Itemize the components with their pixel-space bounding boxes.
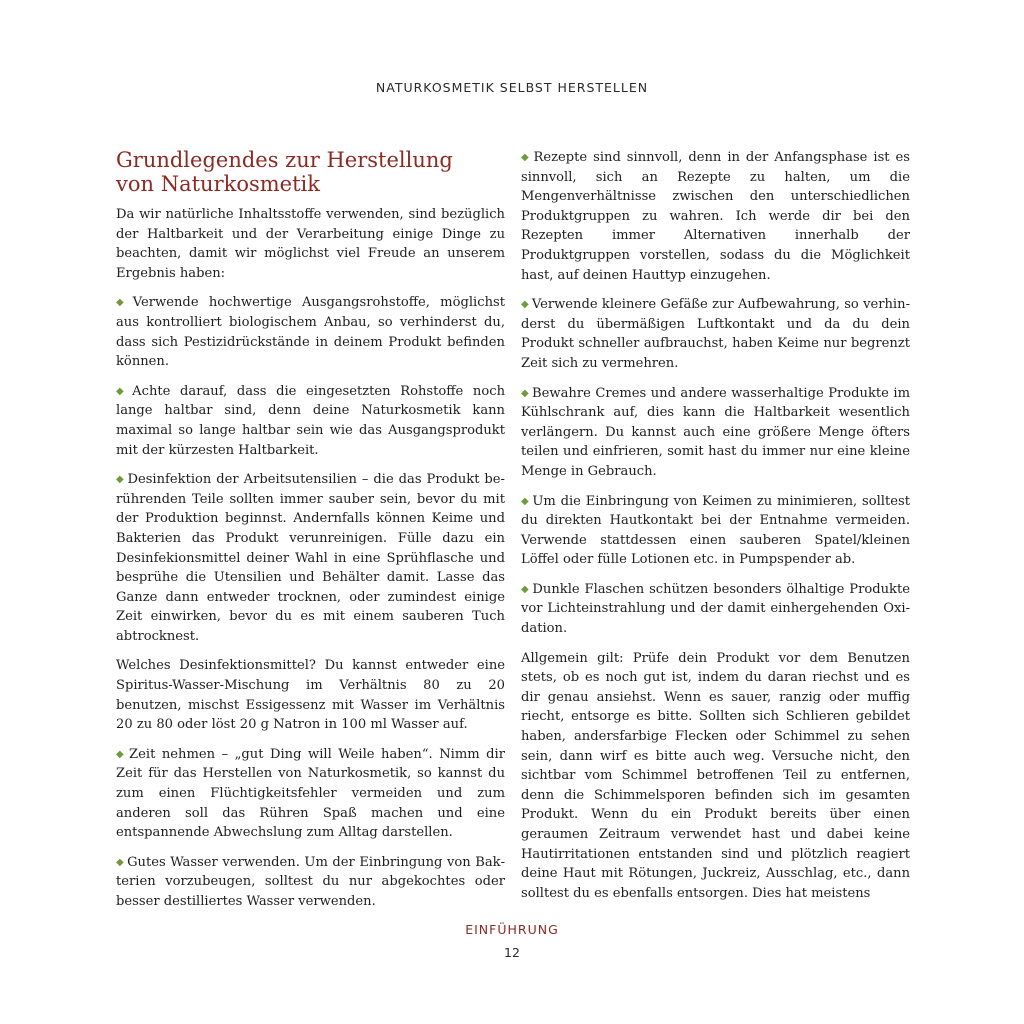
bullet-item bbox=[521, 148, 910, 285]
bullet-item bbox=[116, 470, 505, 646]
bullet-text: Verwende kleinere Gefäße zur Aufbewahrung, so verhinderst du übermäßigen Luftkontakt und da du dein Produkt schneller aufbrauchst, haben Keime nur begrenzt Zeit sich zu vermehren. bbox=[521, 297, 910, 371]
footer-section-title: EINFÜHRUNG bbox=[465, 922, 559, 937]
page-number: 12 bbox=[504, 945, 520, 960]
bullet-item bbox=[521, 492, 910, 570]
bullet-text: Desinfektion der Arbeitsutensilien – die das Produkt berührenden Teile sollten immer sauber sein, bevor du mit der Produktion beginnst. Andernfalls können Keime und Bakterien das Produkt verunreinigen. Fülle dazu ein Desinfekionsmittel deiner Wahl in eine Sprühflasche und besprühe die Utensilien und Behälter damit. Lasse das Ganze dann entweder trocknen, oder zumindest einige Zeit einwirken, bevor du es mit einem sauberen Tuch abtrocknest. bbox=[116, 472, 505, 644]
bullet-item bbox=[116, 382, 505, 460]
diamond-bullet-icon: ◆ bbox=[521, 495, 530, 507]
diamond-bullet-icon: ◆ bbox=[116, 856, 125, 868]
running-head: NATURKOSMETIK SELBST HERSTELLEN bbox=[375, 80, 649, 95]
bullet-item bbox=[116, 853, 505, 912]
diamond-bullet-icon: ◆ bbox=[521, 387, 530, 399]
bullet-item bbox=[521, 295, 910, 373]
body-paragraph: Allgemein gilt: Prüfe dein Produkt vor dem Benutzen stets, ob es noch gut ist, indem du daran riechst und es dir genau ansiehst. Wenn es sauer, ranzig oder muffig riecht, entsorge es bitte. Sollten sich Schlieren gebildet haben, andersfarbige Flecken oder Schimmel zu sehen sein, dann wirf es bitte auch weg. Versuche nicht, den sichtbar vom Schimmel betroffenen Teil zu entfernen, denn die Schimmelsporen befinden sich im gesamten Produkt. Wenn du ein Produkt bereits über einen geraumen Zeitraum verwendet hast und dabei keine Hautirritationen entstanden sind und plötzlich reagiert deine Haut mit Rötungen, Juckreiz, Ausschlag, etc., dann solltest du es ebenfalls entsorgen. Dies hat meistens bbox=[521, 650, 910, 901]
bullet-item bbox=[521, 384, 910, 482]
section-heading-line-2: von Naturkosmetik bbox=[116, 172, 320, 196]
diamond-bullet-icon: ◆ bbox=[116, 748, 127, 760]
bullet-text: Gutes Wasser verwenden. Um der Einbringung von Bakterien vorzubeugen, solltest du nur abgekochtes oder besser destilliertes Wasser verwenden. bbox=[116, 854, 505, 909]
bullet-text: Achte darauf, dass die eingesetzten Rohstoffe noch lange haltbar sind, denn deine Naturkosmetik kann maximal so lange haltbar sein wie das Ausgangsprodukt mit der kürzesten Haltbarkeit. bbox=[116, 383, 505, 458]
intro-paragraph: Da wir natürliche Inhaltsstoffe verwenden, sind bezüglich der Haltbarkeit und der Verarbeitung einige Dinge zu beachten, damit wir möglichst viel Freude an unserem Ergebnis haben: bbox=[116, 207, 505, 281]
bullet-text: Rezepte sind sinnvoll, denn in der Anfangsphase ist es sinnvoll, sich an Rezepte zu halten, um die Mengenverhältnisse zwischen den unterschiedlichen Produktgruppen zu wahren. Ich werde dir bei den Rezepten immer Alternativen innerhalb der Produktgruppen vorstellen, sodass du die Möglichkeit hast, auf deinen Hauttyp einzugehen. bbox=[521, 150, 910, 283]
bullet-item bbox=[116, 293, 505, 371]
section-heading bbox=[116, 148, 505, 196]
bullet-text: Verwende hochwertige Ausgangsrohstoffe, möglichst aus kontrolliert biologischem Anbau, so verhinderst du, dass sich Pestizidrückstände in deinem Produkt befinden können. bbox=[116, 295, 505, 370]
right-column bbox=[521, 148, 910, 913]
bullet-item bbox=[521, 580, 910, 639]
bullet-text: Bewahre Cremes und andere wasserhaltige Produkte im Kühlschrank auf, dies kann die Haltbarkeit wesentlich verlängern. Du kannst auch eine größere Menge öfters teilen und einfrieren, somit hast du immer nur eine kleine Menge in Gebrauch. bbox=[521, 385, 910, 479]
diamond-bullet-icon: ◆ bbox=[116, 385, 130, 397]
bullet-text: Dunkle Flaschen schützen besonders ölhaltige Produkte vor Lichteinstrahlung und der damit einhergehenden Oxidation. bbox=[521, 581, 910, 637]
diamond-bullet-icon: ◆ bbox=[521, 152, 531, 163]
diamond-bullet-icon: ◆ bbox=[521, 583, 530, 595]
left-column bbox=[116, 148, 505, 922]
section-heading-line-1: Grundlegendes zur Herstellung bbox=[116, 148, 453, 172]
body-paragraph: Welches Desinfektionsmittel? Du kannst entweder eine Spiritus-Wasser-Mischung im Verhältnis 80 zu 20 benutzen, mischst Essigessenz mit Wasser im Verhältnis 20 zu 80 oder löst 20 g Natron in 100 ml Wasser auf. bbox=[116, 658, 505, 733]
bullet-text: Zeit nehmen – „gut Ding will Weile haben“. Nimm dir Zeit für das Herstellen von Naturkosmetik, so kannst du zum einen Flüchtigkeitsfehler vermeiden und zum anderen soll das Rühren Spaß machen und eine entspannende Abwechslung zum Alltag darstellen. bbox=[116, 746, 505, 841]
bullet-item bbox=[116, 745, 505, 843]
diamond-bullet-icon: ◆ bbox=[116, 297, 130, 309]
diamond-bullet-icon: ◆ bbox=[521, 299, 529, 311]
diamond-bullet-icon: ◆ bbox=[116, 474, 125, 486]
bullet-text: Um die Einbringung von Keimen zu minimieren, solltest du direkten Hautkontakt bei der Entnahme vermeiden. Verwende stattdessen einen sauberen Spatel/kleinen Löffel oder fülle Lotionen etc. in Pumpspender ab. bbox=[521, 493, 910, 568]
